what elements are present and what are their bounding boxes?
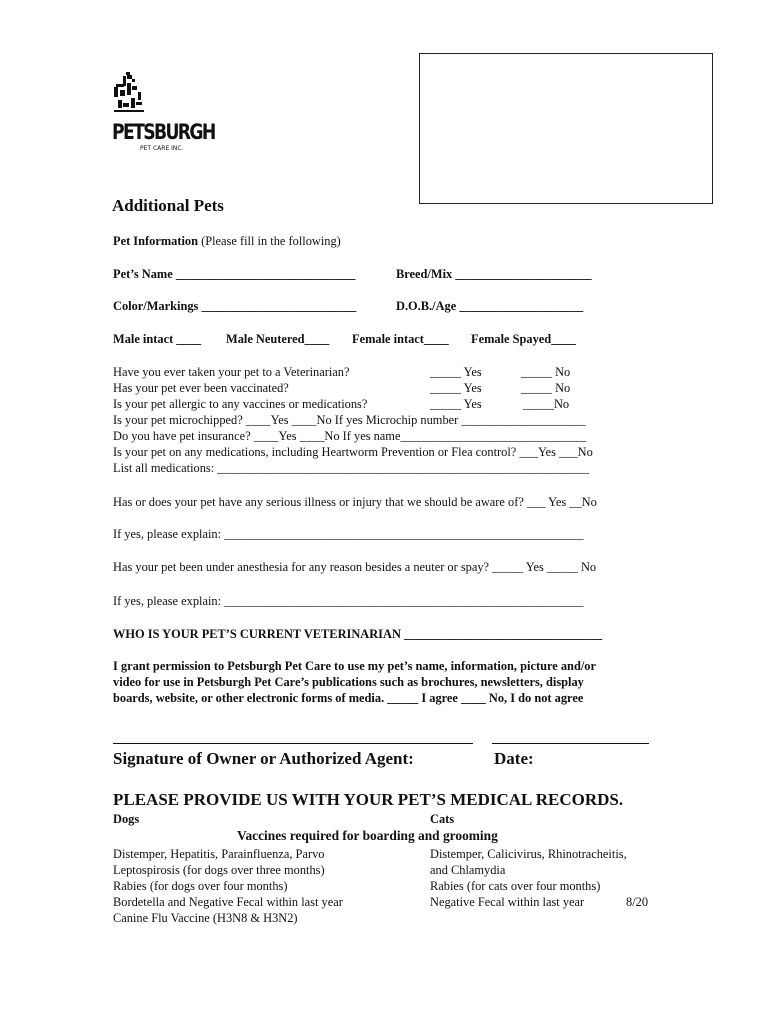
logo-wordmark: PETSBURGH xyxy=(112,120,215,144)
permission-line-1: I grant permission to Petsburgh Pet Care to use my pet’s name, information, picture and/or xyxy=(113,659,596,673)
dog-vaccine-item: Rabies (for dogs over four months) xyxy=(113,879,288,893)
cats-heading: Cats xyxy=(430,812,455,826)
dog-vaccine-item: Canine Flu Vaccine (H3N8 & H3N2) xyxy=(113,911,298,925)
dob-age-field[interactable]: D.O.B./Age ____________________ xyxy=(396,299,584,313)
dog-vaccine-item: Bordetella and Negative Fecal within last year xyxy=(113,895,343,909)
male-intact-field[interactable]: Male intact ____ xyxy=(113,332,202,346)
color-markings-field[interactable]: Color/Markings _________________________ xyxy=(113,299,357,313)
dog-vaccine-item: Distemper, Hepatitis, Parainfluenza, Parvo xyxy=(113,847,325,861)
question-veterinarian-no[interactable]: _____ No xyxy=(521,365,571,379)
pet-information-note: (Please fill in the following) xyxy=(198,234,341,248)
cat-vaccine-item: Rabies (for cats over four months) xyxy=(430,879,601,893)
permission-line-3[interactable]: boards, website, or other electronic forms of media. _____ I agree ____ No, I do not agree xyxy=(113,691,584,705)
question-allergic: Is your pet allergic to any vaccines or medications? xyxy=(113,397,368,411)
breed-mix-field[interactable]: Breed/Mix ______________________ xyxy=(396,267,592,281)
vaccines-heading: Vaccines required for boarding and grooming xyxy=(237,828,498,843)
question-vaccinated-yes[interactable]: _____ Yes xyxy=(430,381,482,395)
question-microchipped[interactable]: Is your pet microchipped? ____Yes ____No If yes Microchip number ____________________ xyxy=(113,413,586,427)
page-title: Additional Pets xyxy=(112,196,224,215)
medical-records-heading: PLEASE PROVIDE US WITH YOUR PET’S MEDICAL RECORDS. xyxy=(113,790,624,809)
female-spayed-field[interactable]: Female Spayed____ xyxy=(471,332,576,346)
dog-vaccine-item: Leptospirosis (for dogs over three months) xyxy=(113,863,325,877)
cat-vaccine-item: and Chlamydia xyxy=(430,863,506,877)
cat-vaccine-item: Negative Fecal within last year xyxy=(430,895,585,909)
pet-information-line xyxy=(113,233,341,249)
pet-photo-box xyxy=(419,53,713,204)
question-medications[interactable]: Is your pet on any medications, including Heartworm Prevention or Flea control? ___Yes ___No xyxy=(113,445,593,459)
list-medications-field[interactable]: List all medications: ____________________________________________________________ xyxy=(113,461,589,475)
date-line[interactable] xyxy=(492,743,649,744)
signature-label: Signature of Owner or Authorized Agent: xyxy=(113,749,414,768)
date-label: Date: xyxy=(494,749,534,768)
question-insurance[interactable]: Do you have pet insurance? ____Yes ____No If yes name______________________________ xyxy=(113,429,587,443)
revision-date: 8/20 xyxy=(626,895,649,909)
anesthesia-explain-field[interactable]: If yes, please explain: __________________________________________________________ xyxy=(113,594,584,608)
male-neutered-field[interactable]: Male Neutered____ xyxy=(226,332,330,346)
pets-name-field[interactable]: Pet’s Name _____________________________ xyxy=(113,267,356,281)
signature-line[interactable] xyxy=(113,743,473,744)
question-vaccinated-no[interactable]: _____ No xyxy=(521,381,571,395)
question-vaccinated: Has your pet ever been vaccinated? xyxy=(113,381,289,395)
dogs-heading: Dogs xyxy=(113,812,140,826)
question-illness[interactable]: Has or does your pet have any serious illness or injury that we should be aware of? ___ Yes __No xyxy=(113,495,597,509)
petsburgh-logo xyxy=(112,70,215,156)
female-intact-field[interactable]: Female intact____ xyxy=(352,332,449,346)
question-anesthesia[interactable]: Has your pet been under anesthesia for any reason besides a neuter or spay? _____ Yes _____ No xyxy=(113,560,597,574)
cat-vaccine-item: Distemper, Calicivirus, Rhinotracheitis, xyxy=(430,847,627,861)
illness-explain-field[interactable]: If yes, please explain: __________________________________________________________ xyxy=(113,527,584,541)
question-veterinarian-yes[interactable]: _____ Yes xyxy=(430,365,482,379)
question-allergic-no[interactable]: _____No xyxy=(523,397,570,411)
question-veterinarian: Have you ever taken your pet to a Veterinarian? xyxy=(113,365,350,379)
pet-information-label: Pet Information xyxy=(113,234,198,248)
question-allergic-yes[interactable]: _____ Yes xyxy=(430,397,482,411)
current-veterinarian-field[interactable]: WHO IS YOUR PET’S CURRENT VETERINARIAN ________________________________ xyxy=(113,627,603,641)
permission-line-2: video for use in Petsburgh Pet Care’s publications such as brochures, newsletters, display xyxy=(113,675,584,689)
logo-subtitle: PET CARE INC. xyxy=(140,145,184,152)
